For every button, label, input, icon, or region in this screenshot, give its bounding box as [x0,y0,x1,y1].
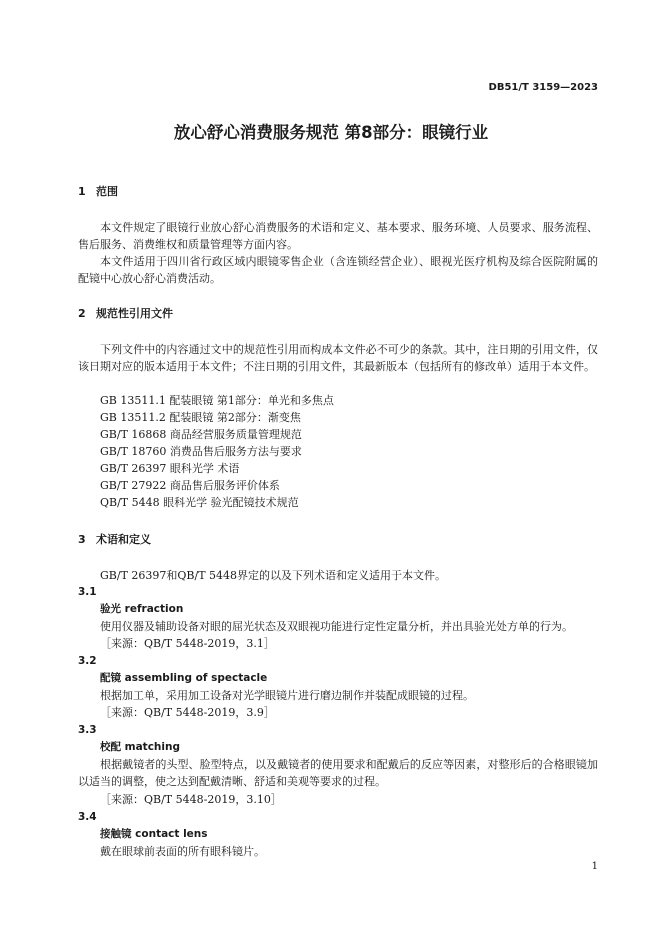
term-source: ［来源：QB/T 5448-2019，3.1］ [100,637,275,650]
reference-item: GB/T 26397 眼科光学 术语 [100,462,240,475]
term-definition: 戴在眼球前表面的所有眼科镜片。 [100,845,265,858]
paragraph-normative-refs: 下列文件中的内容通过文中的规范性引用而构成本文件必不可少的条款。其中，注日期的引用文件，仅该日期对应的版本适用于本文件；不注日期的引用文件，其最新版本（包括所有的修改单）适用于本文件。 [78,343,598,373]
section-heading-3 [78,531,151,548]
document-id: DB51/T 3159—2023 [488,82,598,93]
reference-item: GB 13511.1 配装眼镜 第1部分：单光和多焦点 [100,394,334,407]
paragraph-scope-1: 本文件规定了眼镜行业放心舒心消费服务的术语和定义、基本要求、服务环境、人员要求、服务流程、售后服务、消费维权和质量管理等方面内容。 [78,221,598,251]
reference-item: GB 13511.2 配装眼镜 第2部分：渐变焦 [100,411,301,424]
section-heading-2 [78,305,173,322]
section-title: 规范性引用文件 [96,307,173,320]
term-number: 3.1 [78,586,97,598]
term-name: 校配 matching [100,741,180,753]
term-number: 3.4 [78,811,97,823]
page-number: 1 [591,861,598,872]
section-title: 范围 [96,185,118,198]
term-definition: 根据加工单，采用加工设备对光学眼镜片进行磨边制作并装配成眼镜的过程。 [100,689,474,702]
reference-item: GB/T 27922 商品售后服务评价体系 [100,479,280,492]
term-name: 验光 refraction [100,603,184,615]
section-heading-1 [78,183,118,200]
term-number: 3.3 [78,724,97,736]
section-number: 2 [78,307,86,320]
term-source: ［来源：QB/T 5448-2019，3.10］ [100,793,282,806]
term-definition: 使用仪器及辅助设备对眼的屈光状态及双眼视功能进行定性定量分析，并出具验光处方单的行为。 [100,620,573,633]
terms-intro: GB/T 26397和QB/T 5448界定的以及下列术语和定义适用于本文件。 [100,569,447,582]
section-number: 3 [78,533,86,546]
paragraph-scope-2: 本文件适用于四川省行政区域内眼镜零售企业（含连锁经营企业）、眼视光医疗机构及综合医院附属的配镜中心放心舒心消费活动。 [78,255,598,285]
term-name: 配镜 assembling of spectacle [100,672,268,684]
document-title: 放心舒心消费服务规范 第8部分：眼镜行业 [173,123,489,142]
reference-item: QB/T 5448 眼科光学 验光配镜技术规范 [100,496,299,509]
term-name: 接触镜 contact lens [100,828,208,840]
term-source: ［来源：QB/T 5448-2019，3.9］ [100,706,275,719]
reference-item: GB/T 18760 消费品售后服务方法与要求 [100,445,302,458]
section-title: 术语和定义 [96,533,151,546]
term-definition: 根据戴镜者的头型、脸型特点，以及戴镜者的使用要求和配戴后的反应等因素，对整形后的合格眼镜加以适当的调整，使之达到配戴清晰、舒适和美观等要求的过程。 [78,758,598,788]
section-number: 1 [78,185,86,198]
reference-item: GB/T 16868 商品经营服务质量管理规范 [100,428,302,441]
term-number: 3.2 [78,655,97,667]
